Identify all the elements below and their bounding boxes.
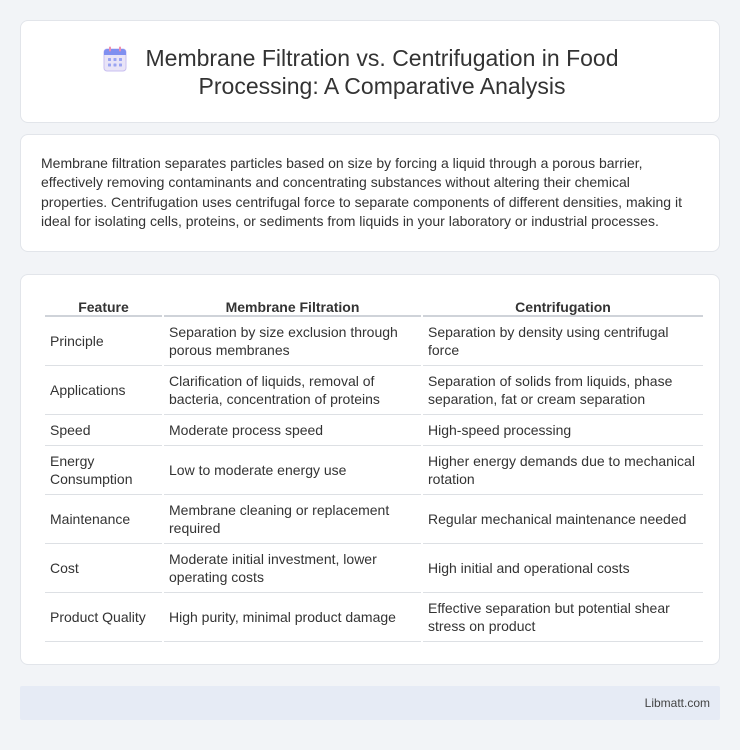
row-membrane-value: Membrane cleaning or replacement required — [164, 495, 421, 544]
row-feature: Energy Consumption — [45, 446, 162, 495]
header-feature: Feature — [45, 297, 162, 317]
table-row — [45, 446, 703, 495]
row-membrane-value: Low to moderate energy use — [164, 446, 421, 495]
table-row — [45, 495, 703, 544]
footer-brand-link[interactable]: Libmatt.com — [644, 696, 710, 710]
row-membrane-value: Moderate initial investment, lower operating costs — [164, 544, 421, 593]
intro-card — [20, 134, 720, 252]
row-membrane-value: Moderate process speed — [164, 415, 421, 446]
table-row — [45, 317, 703, 366]
row-centrifugation-value: Effective separation but potential shear stress on product — [423, 593, 703, 642]
row-centrifugation-value: High-speed processing — [423, 415, 703, 446]
comparison-table-card — [20, 274, 720, 665]
row-feature: Speed — [45, 415, 162, 446]
row-centrifugation-value: High initial and operational costs — [423, 544, 703, 593]
row-feature: Applications — [45, 366, 162, 415]
row-centrifugation-value: Separation of solids from liquids, phase separation, fat or cream separation — [423, 366, 703, 415]
row-feature: Cost — [45, 544, 162, 593]
table-row — [45, 593, 703, 642]
row-feature: Principle — [45, 317, 162, 366]
page-title: Membrane Filtration vs. Centrifugation in Food Processing: A Comparative Analysis — [145, 44, 619, 99]
row-membrane-value: High purity, minimal product damage — [164, 593, 421, 642]
row-feature: Maintenance — [45, 495, 162, 544]
row-feature: Product Quality — [45, 593, 162, 642]
row-centrifugation-value: Regular mechanical maintenance needed — [423, 495, 703, 544]
row-membrane-value: Separation by size exclusion through porous membranes — [164, 317, 421, 366]
table-row — [45, 415, 703, 446]
title-card — [20, 20, 720, 123]
row-membrane-value: Clarification of liquids, removal of bacteria, concentration of proteins — [164, 366, 421, 415]
comparison-table — [43, 297, 705, 642]
row-centrifugation-value: Separation by density using centrifugal force — [423, 317, 703, 366]
header-membrane-filtration: Membrane Filtration — [164, 297, 421, 317]
row-centrifugation-value: Higher energy demands due to mechanical rotation — [423, 446, 703, 495]
table-row — [45, 366, 703, 415]
table-row — [45, 544, 703, 593]
table-header-row — [45, 297, 703, 317]
header-centrifugation: Centrifugation — [423, 297, 703, 317]
intro-paragraph: Membrane filtration separates particles based on size by forcing a liquid through a porous barrier, effectively removing contaminants and concentrating substances without altering their chemical properties. Centrifugation uses centrifugal force to separate components of different densities, making it ideal for isolating cells, proteins, or sediments from liquids in your laboratory or industrial processes. — [41, 155, 682, 229]
footer — [20, 686, 720, 720]
